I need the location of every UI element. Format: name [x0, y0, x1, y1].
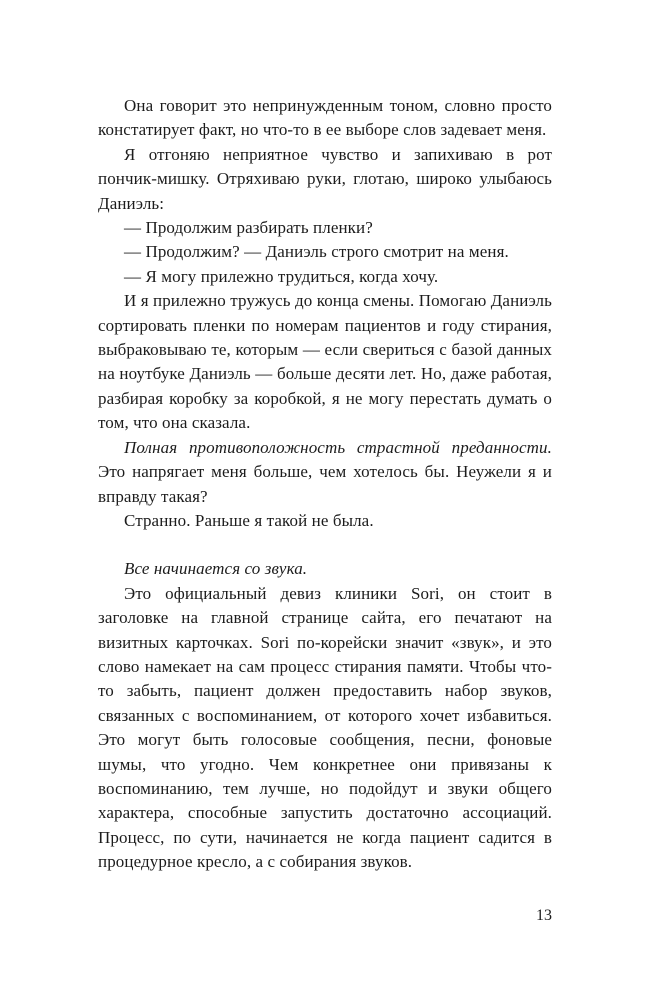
paragraph-with-quote — [98, 436, 552, 509]
paragraph: И я прилежно тружусь до конца смены. Помогаю Даниэль сортировать пленки по номерам пациентов и году стирания, выбраковываю те, которым — если свериться с базой данных на ноутбуке Даниэль — больше десяти лет. Но, даже работая, разбирая коробку за коробкой, я не могу перестать думать о том, что она сказала. — [98, 291, 552, 433]
page-number: 13 — [536, 907, 552, 924]
quote-tail: Это напрягает меня больше, чем хотелось бы. Неужели я и вправду такая? — [98, 462, 552, 506]
dialogue-line: — Я могу прилежно трудиться, когда хочу. — [124, 266, 439, 286]
italic-quote: Полная противоположность страстной преданности. — [124, 437, 552, 457]
paragraph: Она говорит это непринужденным тоном, словно просто констатирует факт, но что-то в ее выборе слов задевает меня. — [98, 96, 552, 140]
dialogue-line: — Продолжим? — Даниэль строго смотрит на меня. — [124, 242, 509, 262]
dialogue-line: — Продолжим разбирать пленки? — [124, 218, 373, 238]
motto-text: Все начинается со звука. — [124, 559, 308, 579]
paragraph: Странно. Раньше я такой не была. — [124, 510, 374, 530]
paragraph: Это официальный девиз клиники Sori, он стоит в заголовке на главной странице сайта, его печатают на визитных карточках. Sori по-корейски значит «звук», и это слово намекает на сам процесс стирания памяти. Чтобы что-то забыть, пациент должен предоставить набор звуков, связанных с воспоминанием, от которого хочет избавиться. Это могут быть голосовые сообщения, песни, фоновые шумы, что угодно. Чем конкретнее они привязаны к воспоминанию, тем лучше, но подойдут и звуки общего характера, способные запустить достаточно ассоциаций. Процесс, по сути, начинается не когда пациент садится в процедурное кресло, а с собирания звуков. — [98, 583, 552, 872]
section-motto — [98, 557, 552, 581]
paragraph: Я отгоняю неприятное чувство и запихиваю в рот пончик-мишку. Отряхиваю руки, глотаю, широко улыбаюсь Даниэль: — [98, 144, 552, 213]
body-text — [98, 94, 552, 875]
